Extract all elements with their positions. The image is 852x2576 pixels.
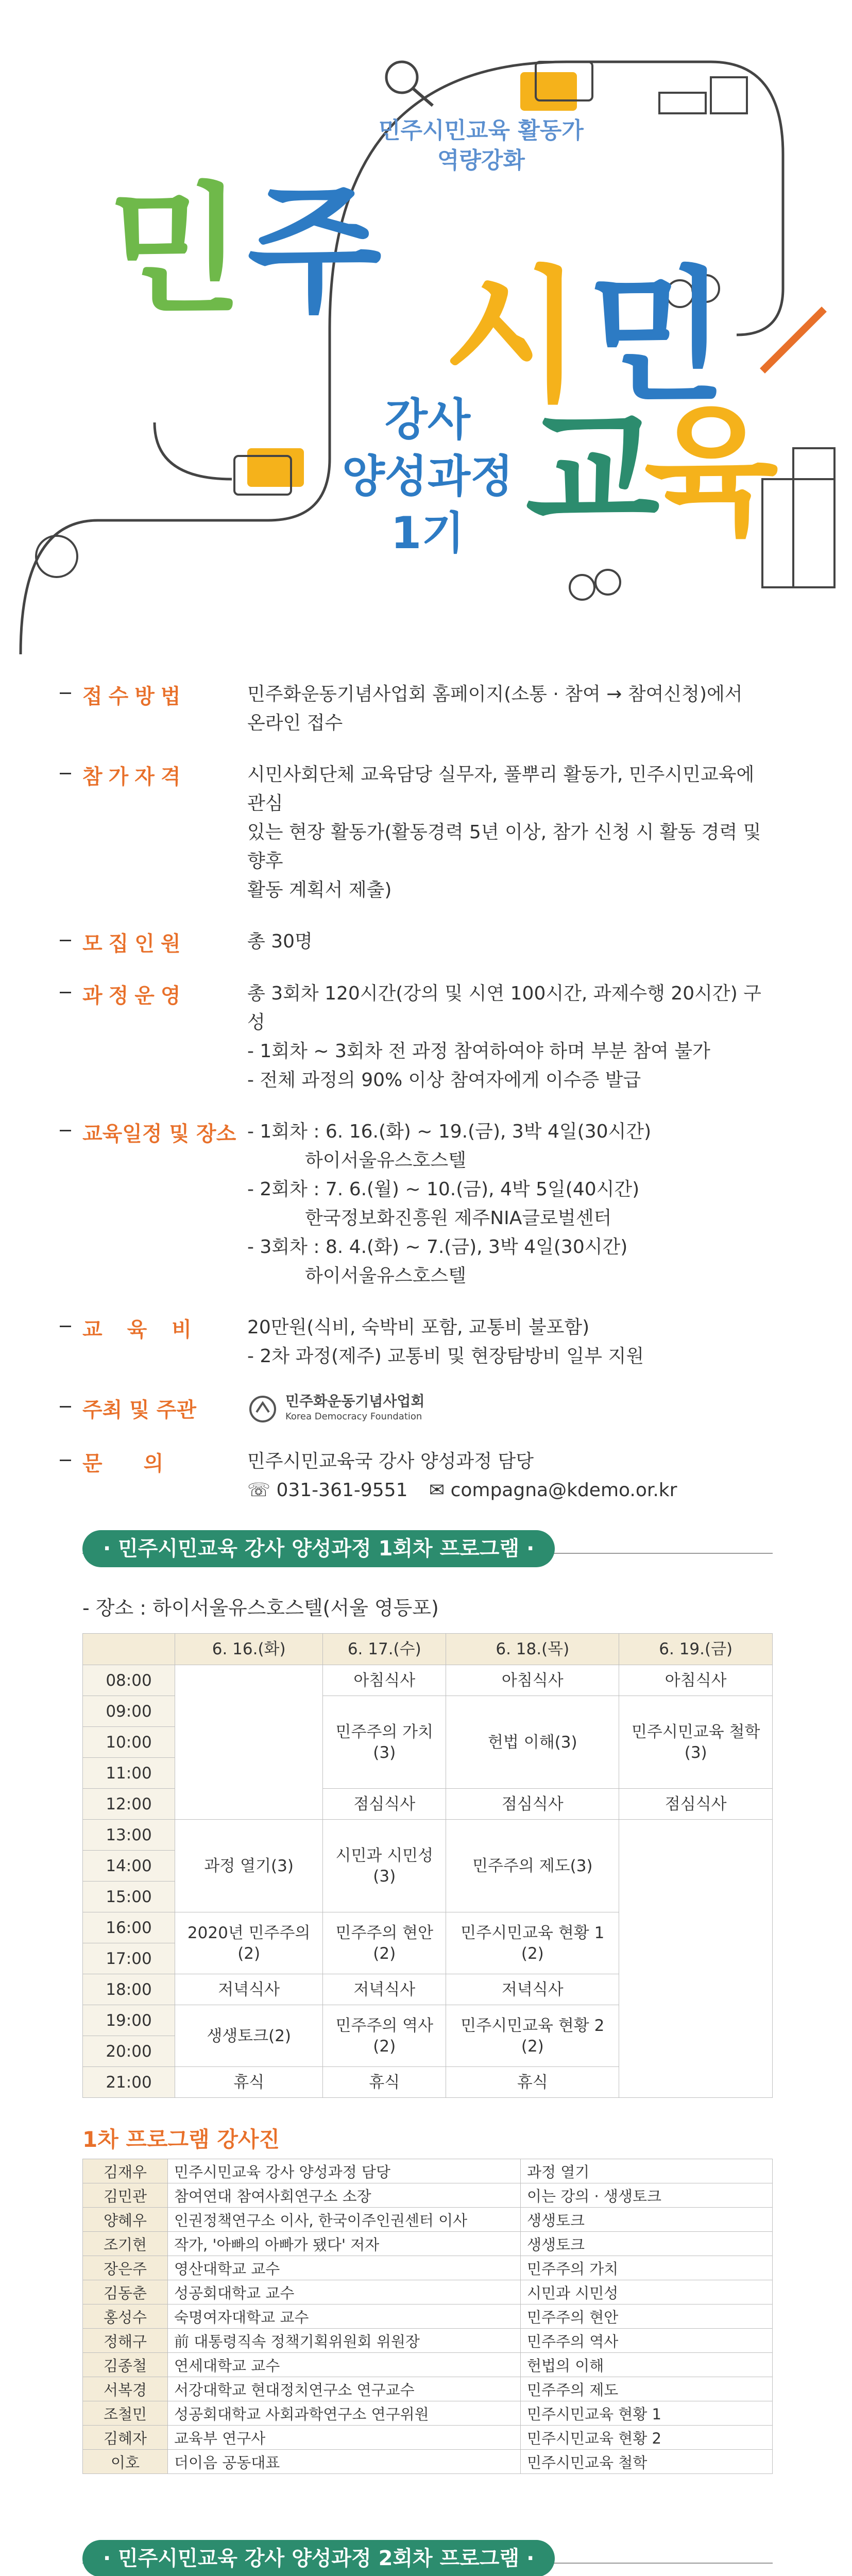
instructor-row [83,2377,773,2401]
instructor-name: 조기현 [83,2232,168,2256]
phone-icon: ☏ [247,1480,277,1501]
instructor-affiliation: 참여연대 참여사회연구소 소장 [168,2183,521,2208]
info-label: 교육일정 및 장소 [82,1122,236,1146]
instructor-topic: 민주주의 가치 [521,2256,773,2280]
instructor-name: 장은주 [83,2256,168,2280]
instructor-affiliation: 성공회대학교 사회과학연구소 연구위원 [168,2401,521,2426]
instructor-affiliation: 민주시민교육 강사 양성과정 담당 [168,2159,521,2183]
phone-number[interactable]: 031-361-9551 [276,1480,408,1501]
instructor-affiliation: 서강대학교 현대정치연구소 연구교수 [168,2377,521,2401]
instructor-name: 김동춘 [83,2280,168,2304]
instructor-row [83,2159,773,2183]
info-row-contact: 문의 민주시민교육국 강사 양성과정 담당 ☏ 031-361-9551 ✉ compagna@kdemo.or.kr [82,1447,773,1505]
info-label: 접수방법 [82,685,187,708]
info-label: 과정운영 [82,984,187,1008]
instructor-row [83,2183,773,2208]
instructor-row [83,2450,773,2474]
info-label: 주최 및 주관 [82,1398,197,1422]
instructor-name: 김민관 [83,2183,168,2208]
info-label: 교육비 [82,1318,216,1342]
week1-instructors-title: 1차 프로그램 강사진 [82,2127,280,2152]
hero-char-1: 민 [108,170,240,332]
instructor-affiliation: 더이음 공동대표 [168,2450,521,2474]
instructor-name: 양혜우 [83,2208,168,2232]
hero-char-5: 교 [525,391,657,553]
instructor-row [83,2353,773,2377]
hero-char-4: 민 [587,253,724,421]
instructor-row [83,2280,773,2304]
instructor-topic: 과정 열기 [521,2159,773,2183]
instructor-topic: 생생토크 [521,2208,773,2232]
instructor-row [83,2426,773,2450]
email-icon: ✉ [429,1480,451,1501]
instructor-name: 김재우 [83,2159,168,2183]
instructor-topic: 시민과 시민성 [521,2280,773,2304]
instructor-affiliation: 숙명여자대학교 교수 [168,2304,521,2329]
week1-place: - 장소 : 하이서울유스호스텔(서울 영등포) [82,1597,439,1619]
instructor-row [83,2208,773,2232]
instructor-name: 조철민 [83,2401,168,2426]
instructor-name: 홍성수 [83,2304,168,2329]
hero-title: 강사 양성과정 1기 [342,394,514,559]
week1-header: · 민주시민교육 강사 양성과정 1회차 프로그램 · [82,1530,555,1567]
email-link[interactable]: compagna@kdemo.or.kr [450,1480,677,1501]
instructor-name: 서복경 [83,2377,168,2401]
week1-instructors-table [82,2159,773,2474]
program-info [82,680,773,1528]
info-row-apply: 접수방법 민주화운동기념사업회 홈페이지(소통 · 참여 → 참여신청)에서 온라인 접수 [82,680,773,738]
instructor-row [83,2329,773,2353]
instructor-affiliation: 영산대학교 교수 [168,2256,521,2280]
instructor-topic: 민주시민교육 현황 1 [521,2401,773,2426]
instructor-row [83,2256,773,2280]
info-row-capacity: 모집인원 총 30명 [82,927,773,957]
info-row-eligibility: 참가자격 시민사회단체 교육담당 실무자, 풀뿌리 활동가, 민주시민교육에 관심 있는 현장 활동가(활동경력 5년 이상, 참가 신청 시 활동 경력 및 향후 활동 계획서 제출) [82,760,773,905]
instructor-affiliation: 성공회대학교 교수 [168,2280,521,2304]
instructor-affiliation: 인권정책연구소 이사, 한국이주인권센터 이사 [168,2208,521,2232]
info-label: 모집인원 [82,932,187,956]
week2-header: · 민주시민교육 강사 양성과정 2회차 프로그램 · [82,2540,555,2576]
hero-char-2: 주 [247,170,379,332]
week1-schedule-table: 6. 16.(화) 6. 17.(수) 6. 18.(목) 6. 19.(금) 08:00 아침식사 아침식사 아침식사 09:00 민주주의 가치(3) 헌법 이해(3) 민주시민교육 철학(3) 10:00 11:00 12:00 점심식사 점심식사 점심식사 13:00 과정 열기(3) 시민과 시민성(3) 민주주의 제도(3) 14:00 15:00 16:00 2020년 민주주의(2) 민주주의 현안(2) 민주시민교육 현황 1 (2) 17:00 18:00 저녁식사 저녁식사 저녁식사 19:00 생생토크(2) 민주주의 역사(2) 민주시민교육 현황 2 (2) 20:00 21:00 휴식 휴식 휴식 [82,1633,773,2098]
instructor-affiliation: 연세대학교 교수 [168,2353,521,2377]
instructor-name: 김종철 [83,2353,168,2377]
instructor-affiliation: 교육부 연구사 [168,2426,521,2450]
info-row-schedule: 교육일정 및 장소 - 1회차 : 6. 16.(화) ~ 19.(금), 3박 4일(30시간) 하이서울유스호스텔 - 2회차 : 7. 6.(월) ~ 10.(금), 4박 5일(40시간) 한국정보화진흥원 제주NIA글로벌센터 - 3회차 : 8. 4.(화) ~ 7.(금), 3박 4일(30시간) 하이서울유스호스텔 [82,1117,773,1291]
hero-char-3: 시 [443,253,580,421]
instructor-topic: 생생토크 [521,2232,773,2256]
instructor-row [83,2401,773,2426]
instructor-topic: 민주주의 제도 [521,2377,773,2401]
info-label: 문의 [82,1452,205,1476]
instructor-row [83,2304,773,2329]
instructor-topic: 민주주의 역사 [521,2329,773,2353]
instructor-topic: 헌법의 이해 [521,2353,773,2377]
instructor-name: 김혜자 [83,2426,168,2450]
instructor-topic: 민주시민교육 철학 [521,2450,773,2474]
instructor-name: 정해구 [83,2329,168,2353]
instructor-affiliation: 前 대통령직속 정책기획위원회 위원장 [168,2329,521,2353]
instructor-row [83,2232,773,2256]
hero-banner [0,0,852,659]
hero-subtitle: 민주시민교육 활동가 역량강화 [379,117,584,174]
hero-char-6: 육 [644,391,775,553]
instructor-topic: 민주주의 현안 [521,2304,773,2329]
instructor-affiliation: 작가, '아빠의 아빠가 됐다' 저자 [168,2232,521,2256]
instructor-name: 이호 [83,2450,168,2474]
instructor-topic: 민주시민교육 현황 2 [521,2426,773,2450]
info-row-host: 주최 및 주관 민주화운동기념사업회 Korea Democracy Foundation [82,1394,773,1425]
info-label: 참가자격 [82,765,187,789]
instructor-topic: 이는 강의 · 생생토크 [521,2183,773,2208]
info-row-fee: 교육비 20만원(식비, 숙박비 포함, 교통비 불포함) - 2차 과정(제주) 교통비 및 현장탐방비 일부 지원 [82,1313,773,1371]
info-row-operation: 과정운영 총 3회차 120시간(강의 및 시연 100시간, 과제수행 20시간) 구성 - 1회차 ~ 3회차 전 과정 참여하여야 하며 부분 참여 불가 - 전체 과정의 90% 이상 참여자에게 이수증 발급 [82,979,773,1095]
kdf-logo-icon [247,1394,278,1425]
